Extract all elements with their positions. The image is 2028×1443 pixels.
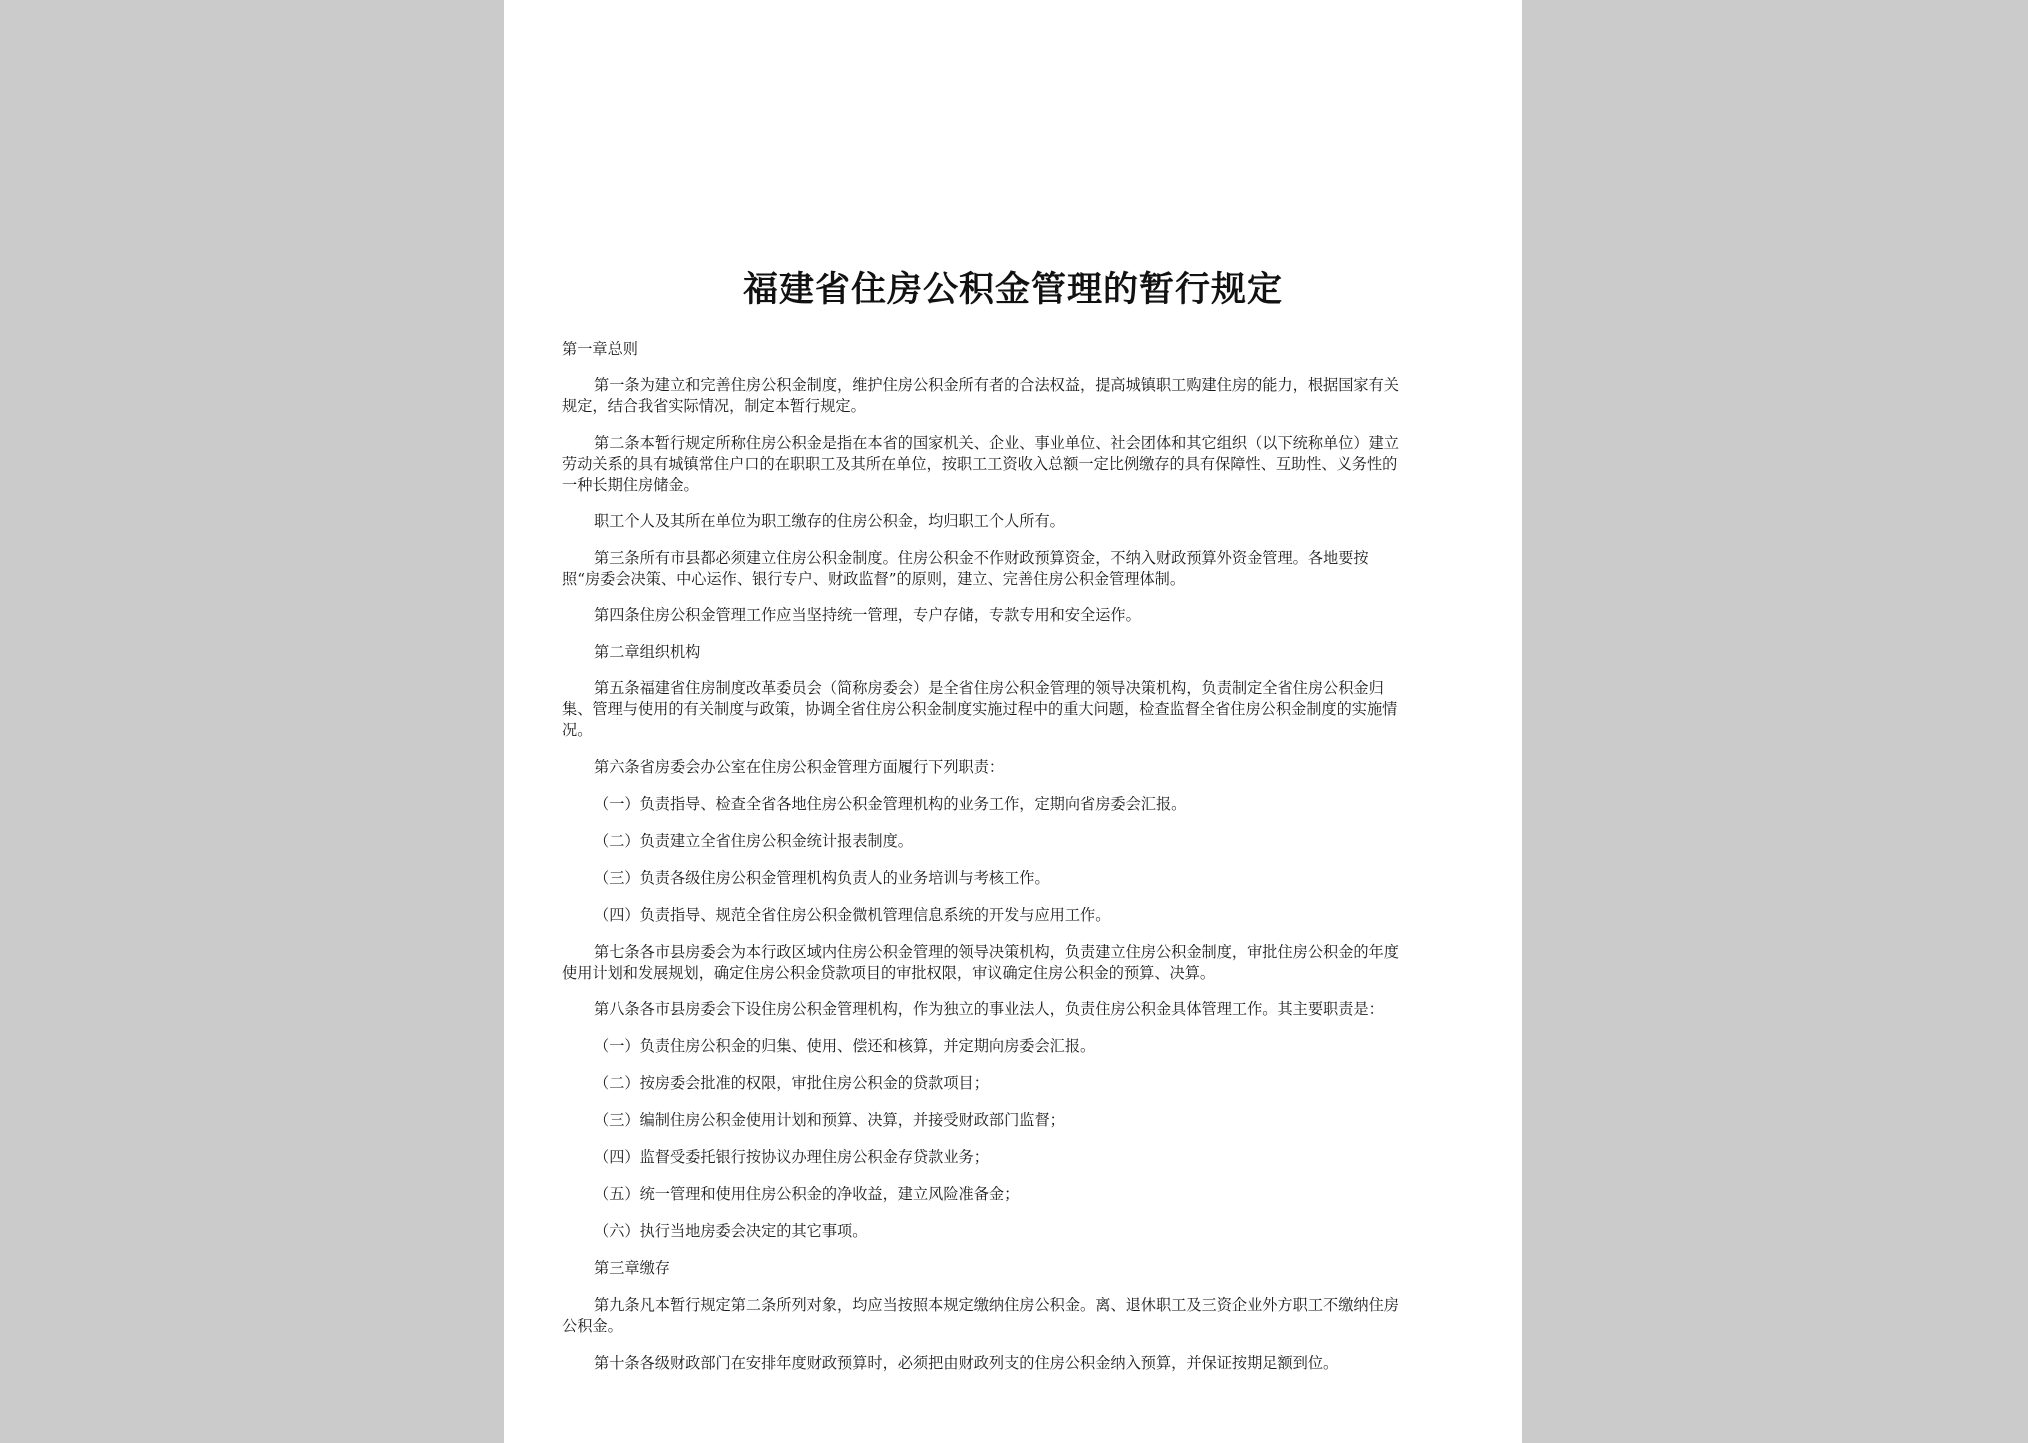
paragraph-line: 第七条各市县房委会为本行政区域内住房公积金管理的领导决策机构，负责建立住房公积金制度，审批住房公积金的年度 xyxy=(594,943,1399,961)
list-item: （二）负责建立全省住房公积金统计报表制度。 xyxy=(594,832,913,850)
list-item: （六）执行当地房委会决定的其它事项。 xyxy=(594,1222,868,1240)
paragraph-line: 第十条各级财政部门在安排年度财政预算时，必须把由财政列支的住房公积金纳入预算，并保证按期足额到位。 xyxy=(594,1354,1339,1372)
paragraph-line: 职工个人及其所在单位为职工缴存的住房公积金，均归职工个人所有。 xyxy=(594,512,1065,530)
list-item: （五）统一管理和使用住房公积金的净收益，建立风险准备金； xyxy=(594,1185,1020,1203)
paragraph-line: 第四条住房公积金管理工作应当坚持统一管理，专户存储，专款专用和安全运作。 xyxy=(594,606,1141,624)
paragraph-line: 照“房委会决策、中心运作、银行专户、财政监督”的原则，建立、完善住房公积金管理体制。 xyxy=(562,570,1186,588)
paragraph-line: 第九条凡本暂行规定第二条所列对象，均应当按照本规定缴纳住房公积金。离、退休职工及三资企业外方职工不缴纳住房 xyxy=(594,1296,1399,1314)
paragraph-line: 一种长期住房储金。 xyxy=(562,476,699,494)
paragraph-line: 劳动关系的具有城镇常住户口的在职职工及其所在单位，按职工工资收入总额一定比例缴存的具有保障性、互助性、义务性的 xyxy=(562,455,1398,473)
list-item: （一）负责住房公积金的归集、使用、偿还和核算，并定期向房委会汇报。 xyxy=(594,1037,1096,1055)
paragraph-line: 第二条本暂行规定所称住房公积金是指在本省的国家机关、企业、事业单位、社会团体和其它组织（以下统称单位）建立 xyxy=(594,434,1399,452)
list-item: （三）编制住房公积金使用计划和预算、决算，并接受财政部门监督； xyxy=(594,1111,1065,1129)
chapter-heading: 第一章总则 xyxy=(562,340,638,358)
list-item: （二）按房委会批准的权限，审批住房公积金的贷款项目； xyxy=(594,1074,989,1092)
list-item: （三）负责各级住房公积金管理机构负责人的业务培训与考核工作。 xyxy=(594,869,1050,887)
list-item: （四）监督受委托银行按协议办理住房公积金存贷款业务； xyxy=(594,1148,989,1166)
paragraph-line: 第三条所有市县都必须建立住房公积金制度。住房公积金不作财政预算资金，不纳入财政预算外资金管理。各地要按 xyxy=(594,549,1369,567)
list-item: （一）负责指导、检查全省各地住房公积金管理机构的业务工作，定期向省房委会汇报。 xyxy=(594,795,1187,813)
chapter-heading: 第三章缴存 xyxy=(594,1259,670,1277)
paragraph-line: 第八条各市县房委会下设住房公积金管理机构，作为独立的事业法人，负责住房公积金具体管理工作。其主要职责是： xyxy=(594,1000,1384,1018)
paragraph-line: 公积金。 xyxy=(562,1317,623,1335)
paragraph-line: 第六条省房委会办公室在住房公积金管理方面履行下列职责： xyxy=(594,758,1005,776)
paragraph-line: 使用计划和发展规划，确定住房公积金贷款项目的审批权限，审议确定住房公积金的预算、决算。 xyxy=(562,964,1216,982)
chapter-heading: 第二章组织机构 xyxy=(594,643,701,661)
paragraph-line: 集、管理与使用的有关制度与政策，协调全省住房公积金制度实施过程中的重大问题，检查监督全省住房公积金制度的实施情 xyxy=(562,700,1398,718)
paragraph-line: 规定，结合我省实际情况，制定本暂行规定。 xyxy=(562,397,866,415)
paragraph-line: 况。 xyxy=(562,721,593,739)
paragraph-line: 第一条为建立和完善住房公积金制度，维护住房公积金所有者的合法权益，提高城镇职工购建住房的能力，根据国家有关 xyxy=(594,376,1399,394)
document-page xyxy=(504,0,1522,1443)
list-item: （四）负责指导、规范全省住房公积金微机管理信息系统的开发与应用工作。 xyxy=(594,906,1111,924)
document-title: 福建省住房公积金管理的暂行规定 xyxy=(742,270,1283,310)
paragraph-line: 第五条福建省住房制度改革委员会（简称房委会）是全省住房公积金管理的领导决策机构，负责制定全省住房公积金归 xyxy=(594,679,1384,697)
